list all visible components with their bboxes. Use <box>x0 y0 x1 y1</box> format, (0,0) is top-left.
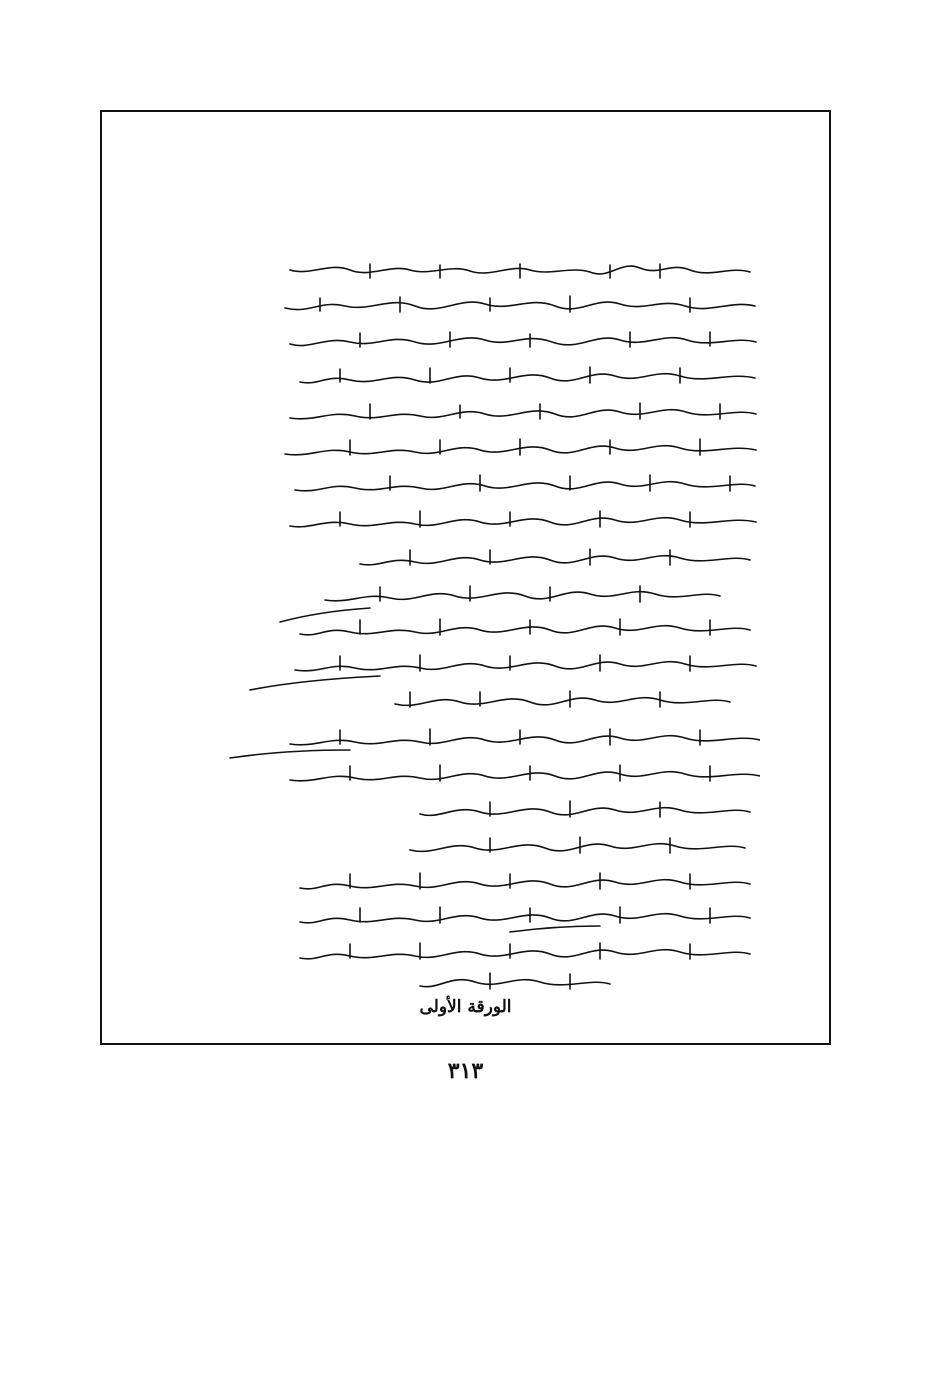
handwritten-manuscript-image <box>190 262 760 1102</box>
page-caption: الورقة الأولى <box>419 997 512 1017</box>
manuscript-scribble-svg <box>190 262 760 1102</box>
page-frame <box>100 110 831 1045</box>
page-number: ٣١٣ <box>447 1058 484 1084</box>
